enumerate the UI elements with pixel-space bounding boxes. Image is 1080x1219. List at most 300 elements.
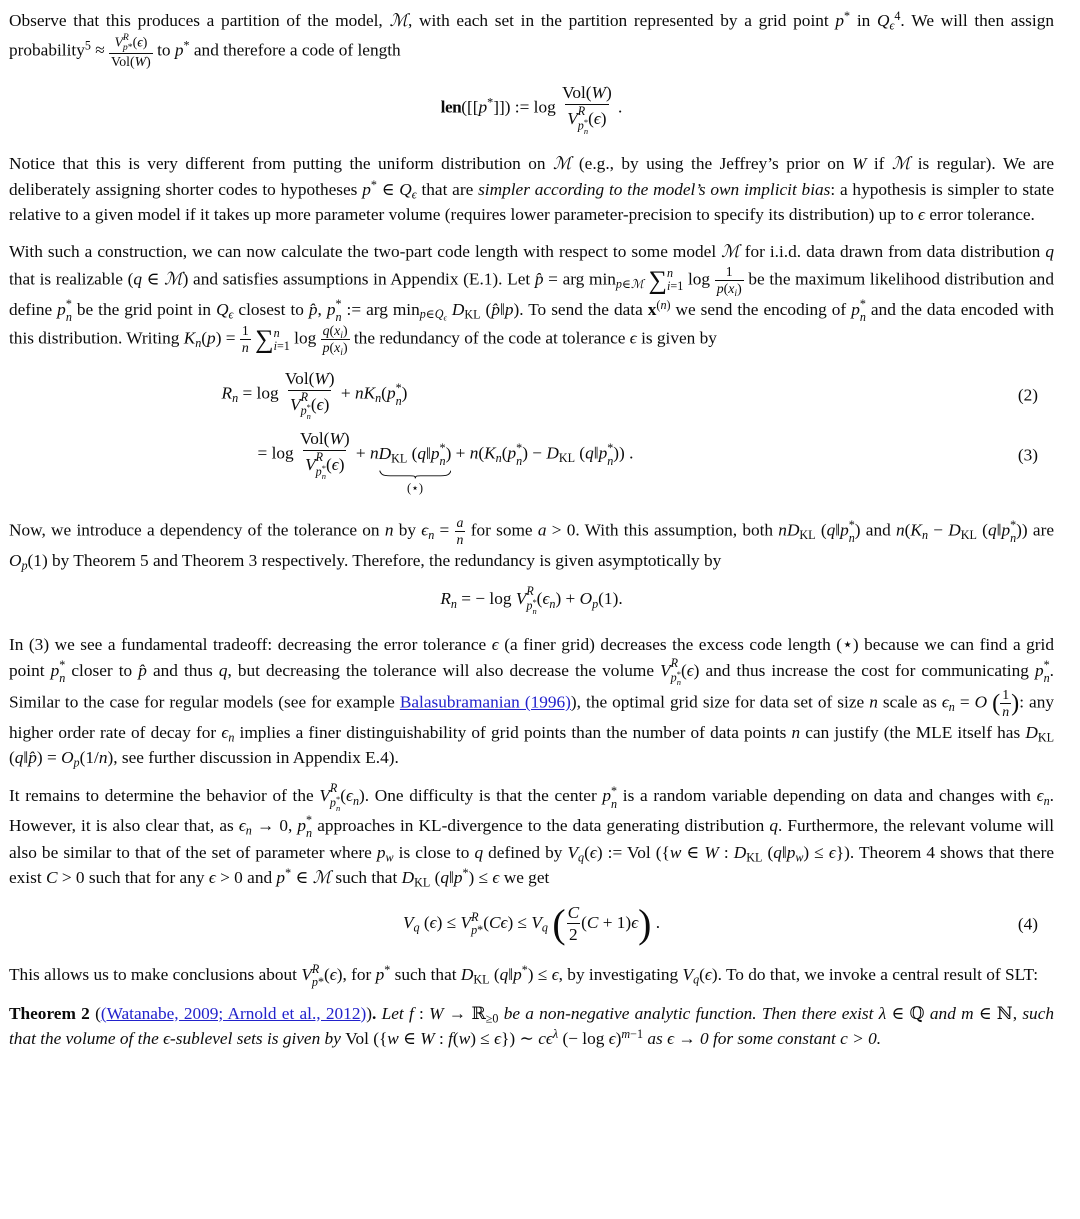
text-run: n — [428, 528, 435, 543]
text-run: W — [704, 842, 719, 862]
citation-link[interactable]: (Watanabe, 2009; Arnold et al., 2012) — [100, 1003, 367, 1023]
sup-sub-stack: * n — [335, 794, 341, 813]
text-run: ϵ — [316, 394, 324, 414]
text-run: i — [667, 279, 671, 294]
text-run: such that the volume of the — [9, 1003, 1055, 1048]
equation-number: (4) — [1017, 914, 1038, 934]
text-run: ℳ — [312, 867, 332, 887]
text-run: p — [73, 755, 80, 770]
text-run: O — [61, 748, 74, 768]
equation-group-2-3 — [9, 368, 1054, 495]
fraction: $\frac{1}{n}$ — [241, 323, 249, 356]
subscript — [428, 528, 434, 542]
equation-redundancy-asymptotic — [9, 585, 1054, 616]
text-run: W — [429, 1003, 444, 1023]
sup-sub-stack: * n — [516, 441, 523, 468]
text-run: ϵ — [629, 328, 637, 348]
text-run: V — [305, 455, 316, 475]
superscript: * — [370, 177, 377, 192]
text-run: n — [607, 453, 614, 468]
text-run: p — [207, 328, 216, 348]
sup-sub-stack: * n — [395, 380, 402, 408]
superscript: m−1 — [621, 1026, 644, 1041]
text-run: p — [513, 964, 522, 984]
text-run: p — [419, 307, 426, 322]
text-run: q — [413, 920, 420, 935]
text-run: a — [456, 515, 464, 531]
text-run: q — [585, 443, 594, 463]
text-run: a — [537, 520, 547, 540]
text-run: R — [311, 962, 320, 977]
text-run: ℳ — [553, 154, 572, 174]
text-run: R — [300, 389, 309, 404]
text-run: D — [460, 964, 474, 984]
text-run: n — [1043, 794, 1050, 809]
text-run: V — [682, 964, 694, 984]
text-run: q — [322, 323, 330, 339]
text-run: ℳ — [721, 241, 740, 261]
text-run: p — [50, 661, 60, 681]
text-run: x — [334, 323, 341, 339]
sup-sub-stack: * n — [848, 518, 855, 545]
text-run: O — [974, 692, 988, 712]
text-run: p — [592, 597, 599, 612]
text-run: ϵ — [631, 912, 639, 932]
text-run: D — [546, 443, 559, 463]
paragraph-tradeoff: In (3) we see a fundamental tradeoff: decreasing the error tolerance ϵ (a finer grid) decreases the excess code length (⋆) because we can find a grid point p * n closer to p̂ and thus q, but decreasing the tolerance will also decrease the volume V R p * n (ϵ) and thus increase the cost for communicating p * n . Similar to the case for regular models (see for example Balasubramanian (1996)), the optimal grid size for data set of size n scale as $\epsilon_n = O$ ( $\frac{1}{n}$ ): any higher order rate of decay for $\epsilon_n$ implies a finer distinguishability of grid points than the number of data points n can justify (the MLE itself has $D_{KL}$ (q‖p̂) = $O_p(1/n)$, see further discussion in Appendix E.4). — [9, 634, 1055, 770]
equation-number: (2) — [1017, 385, 1038, 405]
text-run: ϵ — [491, 634, 499, 654]
text-run: ϵ — [208, 867, 216, 887]
sup-sub-stack — [671, 657, 681, 688]
text-run: q — [499, 964, 509, 984]
subscript: KL — [473, 972, 490, 987]
text-run: n — [495, 451, 502, 466]
text-run: n — [667, 266, 674, 281]
subscript: KL — [414, 875, 431, 890]
text-run: p — [851, 299, 860, 319]
text-run: n — [306, 411, 311, 422]
text-run: p — [835, 11, 845, 30]
text-run: c — [538, 1028, 546, 1048]
sup-sub-stack: * n — [583, 116, 589, 136]
text-run: ϵ — [918, 204, 925, 224]
fraction: $\frac{q(x_i)}{p(x_i)}$ — [322, 323, 348, 359]
subscript — [375, 391, 381, 405]
text-run: ϵ — [228, 307, 234, 322]
text-run: ϵ — [1036, 786, 1044, 806]
equation-content: $V_q$ (ϵ) ≤ V R p* $(C\epsilon) \le V_q$ ( $\frac{C}{2}$ (C + 1)ϵ) . — [402, 901, 661, 946]
text-run: n — [450, 597, 457, 612]
text-run: p — [322, 340, 330, 356]
text-run: i — [340, 347, 343, 359]
text-run: x — [647, 299, 657, 319]
text-run: p — [598, 443, 608, 463]
text-run: q — [578, 850, 585, 865]
text-run: Q — [216, 299, 229, 319]
text-run: D — [378, 443, 392, 463]
text-run: K — [484, 443, 496, 463]
text-run: p — [577, 118, 584, 133]
text-run: q — [826, 520, 836, 540]
text-run: D — [786, 520, 800, 540]
sup-sub-stack — [301, 391, 311, 422]
text-run: n — [516, 453, 523, 468]
text-run: p — [602, 786, 612, 806]
text-run: ℳ — [630, 276, 644, 291]
sup-sub-stack: * n — [65, 296, 72, 324]
subscript: KL — [960, 528, 977, 543]
text-run: q — [987, 520, 997, 540]
text-run: n — [611, 796, 618, 811]
text-run: ϵ — [589, 842, 597, 862]
text-run: p — [504, 299, 514, 319]
big-paren: ( — [552, 901, 566, 946]
text-run: p — [276, 867, 286, 887]
superscript: 5 — [84, 38, 91, 53]
equation-content: $R_n$ = − log V R p * n $(\epsilon_n) + O_p(1)$. — [440, 584, 623, 616]
subscript — [195, 336, 201, 350]
text-run: C — [488, 912, 501, 932]
subscript — [412, 187, 417, 201]
underbrace-content: $D_{KL}$ (q‖p * n ) — [378, 441, 452, 468]
subscript — [734, 288, 737, 299]
subscript — [693, 973, 699, 987]
superscript: * — [521, 962, 528, 977]
text-run: n — [335, 309, 342, 324]
text-run: D — [401, 867, 415, 887]
text-run: ϵ — [686, 661, 694, 681]
text-run: i — [734, 287, 738, 299]
text-run: Q — [399, 179, 412, 199]
text-run: ϵ — [828, 842, 836, 862]
text-run: i — [340, 330, 343, 342]
subscript: p∈Qϵ — [419, 307, 447, 323]
text-run: n — [1010, 530, 1017, 545]
text-run: n — [549, 597, 556, 612]
big-paren: ) — [1011, 689, 1020, 717]
text-run: C — [567, 902, 580, 922]
sup-sub-stack: * n — [439, 441, 446, 468]
sup-sub-stack: * n — [859, 296, 866, 324]
superscript: * — [487, 95, 494, 110]
fraction — [455, 515, 466, 548]
sup-sub-stack: * n — [306, 813, 313, 840]
text-run: V — [301, 964, 312, 984]
paragraph-observe: Observe that this produces a partition of the model, ℳ, with each set in the partition represented by a grid point p* in $Q_\epsilon^4$. We will then assign probability$^5$ ≈ V R p* (ϵ) Vol(W) to p* and therefore a code of length — [9, 8, 1054, 70]
sup-sub-stack — [526, 585, 536, 616]
fraction: $\frac{1}{n}$ — [1002, 687, 1010, 720]
text-run: . — [371, 1003, 377, 1023]
equation-2 — [9, 368, 1054, 421]
subscript — [542, 920, 548, 934]
subscript — [1044, 794, 1050, 808]
sup-sub-stack: * n — [306, 402, 311, 422]
subscript — [578, 850, 584, 864]
subscript — [386, 850, 394, 864]
text-run: V — [460, 912, 472, 932]
text-run: ϵ — [667, 1028, 675, 1048]
text-run: n — [98, 748, 108, 768]
sup-sub-stack: * n — [611, 783, 618, 811]
subscript — [949, 700, 955, 714]
text-run: m — [961, 1003, 974, 1023]
sup-sub-stack: * n — [1010, 518, 1017, 545]
text-run: R — [526, 584, 534, 599]
paragraph-tolerance: Now, we introduce a dependency of the tolerance on n by $\epsilon_n$ = $\frac{a}{n}$ for some a > 0. With this assumption, both $nD_{KL}$ (q‖p * n ) and $n(K_n - D_{KL}$ (q‖p * n )) are $O_p(1)$ by Theorem 5 and Theorem 3 respectively. Therefore, the redundancy is given asymptotically by — [9, 515, 1055, 573]
subscript — [21, 559, 27, 573]
text-run: and — [929, 1003, 962, 1023]
subscript — [246, 823, 252, 837]
text-run: p — [362, 179, 371, 199]
text-run: x — [728, 280, 735, 296]
paragraph-conclusions: This allows us to make conclusions about V R p* (ϵ), for p* such that $D_{KL}$ (q‖p*) ≤ ϵ, by investigating $V_q(\epsilon)$. To do that, we invoke a central result of SLT: — [9, 962, 1039, 989]
underbrace — [378, 441, 452, 495]
text-run: ϵ — [551, 964, 559, 984]
text-run: p — [376, 842, 386, 862]
text-run: n — [456, 532, 464, 548]
subscript: p∈ℳ — [615, 276, 644, 291]
text-run: W — [591, 83, 606, 103]
text-run: p̂ — [138, 661, 147, 681]
text-run: R — [577, 103, 586, 118]
big-paren: ( — [992, 689, 1001, 717]
text-run: p — [386, 383, 396, 403]
sup-sub-stack: R p* — [122, 32, 133, 54]
text-run: q — [474, 842, 484, 862]
text-run: p — [453, 867, 463, 887]
text-run: ∑ — [255, 324, 274, 354]
equation-content: = log Vol(W) V R p * n (ϵ) + $nD_{KL}$ (q‖p * n ) (⋆) + $n(K_n(p$ * n ) − $D_{KL}$ (q‖p * n )) . — [222, 428, 842, 481]
superscript: * — [183, 38, 190, 53]
text-run: w — [795, 850, 804, 865]
subscript: KL — [558, 451, 575, 466]
subscript — [229, 307, 234, 321]
text-run: p — [716, 280, 724, 296]
text-run: R — [122, 32, 129, 44]
equation-code-length — [9, 82, 1054, 135]
text-run: K — [183, 328, 196, 348]
citation-link[interactable]: Balasubramanian (1996) — [399, 692, 571, 712]
sup-sub-stack — [316, 451, 326, 482]
text-run: ϵ — [331, 455, 339, 475]
text-run: V — [660, 661, 671, 681]
sup-sub-stack: * n — [607, 441, 614, 468]
text-run: ϵ — [329, 964, 337, 984]
text-run: p — [329, 795, 336, 810]
text-run: p — [300, 404, 307, 419]
equation-content: $R_n = \log$ Vol(W) V R p * n (ϵ) + $nK_n(p$ * n ) — [221, 369, 408, 422]
text-run: O — [9, 551, 22, 571]
text-run: n — [395, 393, 402, 408]
text-run: simpler according to the model’s own implicit bias — [478, 179, 831, 199]
text-run: f — [448, 1028, 453, 1048]
subscript — [353, 794, 359, 808]
fraction: Vol(W) V R p * n (ϵ) — [299, 429, 350, 482]
subscript — [795, 850, 803, 864]
sup-sub-stack: n i=1 — [667, 266, 684, 294]
text-run: n — [195, 336, 202, 351]
text-run: c — [840, 1028, 848, 1048]
fraction: Vol(W) V R p * n (ϵ) — [284, 369, 335, 422]
text-run: n — [848, 530, 855, 545]
text-run: R — [471, 910, 479, 925]
text-run: p̂ — [534, 269, 544, 289]
subscript — [922, 528, 928, 542]
text-run: w — [669, 842, 682, 862]
text-run: n — [676, 677, 681, 688]
text-run: n — [896, 520, 905, 540]
text-run: C — [45, 867, 58, 887]
text-run: p — [840, 520, 849, 540]
text-run: n — [245, 823, 252, 838]
text-run: ϵ — [137, 34, 143, 50]
text-run: ϵ — [889, 18, 895, 33]
text-run: Q — [876, 11, 890, 30]
text-run: p — [57, 299, 66, 319]
sup-sub-stack: * n — [335, 296, 342, 324]
superscript — [553, 1027, 558, 1041]
text-run: R — [670, 655, 679, 670]
text-run: → 0 — [674, 1028, 713, 1048]
text-run: i — [273, 338, 277, 353]
text-run: n — [228, 730, 235, 745]
subscript — [414, 920, 420, 934]
text-run: n — [859, 309, 866, 324]
text-run: p — [375, 964, 385, 984]
text-run: x — [334, 340, 341, 356]
text-run: ϵ — [421, 520, 429, 540]
text-run: n — [232, 391, 239, 406]
text-run: V — [567, 109, 578, 129]
text-run: q — [773, 842, 782, 862]
paragraph-construction: With such a construction, we can now calculate the two-part code length with respect to some model ℳ for i.i.d. data drawn from data distribution q that is realizable (q ∈ ℳ) and satisfies assumptions in Appendix (E.1). Let p̂ = arg $\min_{p\in ℳ}$ ∑ n i=1 log $\frac{1}{p(x_i)}$ be the maximum likelihood distribution and define p * n be the grid point in $Q_\epsilon$ closest to p̂, p * n := arg $\min_{p\in Q_\epsilon} D_{KL}$ (p̂‖p). To send the data $x^{(n)}$ we send the encoding of p * n and the data encoded with this distribution. Writing $K_n(p)$ = $\frac{1}{n}$ ∑ n i=1 log $\frac{q(x_i)}{p(x_i)}$ the redundancy of the code at tolerance ϵ is given by — [9, 241, 1055, 359]
text-run: V — [114, 34, 123, 50]
subscript — [444, 313, 447, 323]
superscript: * — [844, 8, 851, 23]
text-run: n — [65, 309, 72, 324]
sup-sub-stack: * n — [676, 668, 681, 688]
text-run: D — [733, 842, 747, 862]
text-run: n — [948, 700, 955, 715]
text-run: n — [384, 520, 394, 540]
text-run: n — [370, 443, 379, 463]
text-run: ℳ — [891, 154, 911, 174]
text-run: p̂ — [491, 299, 500, 319]
text-run: w — [385, 850, 394, 865]
text-run: D — [948, 520, 961, 540]
text-run: R — [315, 449, 324, 464]
text-run: n — [306, 825, 313, 840]
subscript: KL — [1037, 730, 1054, 745]
text-run: p — [326, 299, 336, 319]
sup-sub-stack: * n — [1043, 658, 1050, 686]
text-run: C — [586, 912, 599, 932]
subscript: KL — [799, 528, 816, 543]
text-run: ϵ — [593, 109, 601, 129]
text-run: n — [375, 391, 382, 406]
text-run: q — [133, 269, 142, 289]
text-run: p — [21, 558, 28, 573]
text-run: q — [218, 661, 228, 681]
subscript — [74, 756, 80, 770]
paragraph-notice: Notice that this is very different from putting the uniform distribution on ℳ (e.g., by using the Jeffrey’s prior on W if ℳ is regular). We are deliberately assigning shorter codes to hypotheses p* ∈ $Q_\epsilon$ that are simpler according to the model’s own implicit bias: a hypothesis is simpler to state relative to a given model if it takes up more parameter volume (requires lower parameter-precision to specify its distribution) up to ϵ error tolerance. — [9, 154, 1055, 224]
superscript: * — [462, 865, 469, 880]
text-run: ϵ — [704, 964, 712, 984]
text-run: > 0. — [847, 1028, 882, 1048]
text-run: V — [402, 912, 414, 932]
text-run: q — [693, 972, 700, 987]
superscript: 4 — [894, 8, 901, 23]
text-run: λ — [878, 1003, 887, 1023]
underbrace-label: (⋆) — [406, 480, 424, 495]
text-run: n — [439, 453, 446, 468]
text-run: n — [583, 125, 589, 136]
text-run: p — [670, 670, 677, 685]
text-run: V — [567, 842, 579, 862]
text-run: p — [311, 975, 318, 989]
text-run: be a non-negative analytic function. Then there exist — [503, 1003, 879, 1023]
subscript: KL — [391, 451, 408, 466]
text-run: O — [579, 589, 593, 609]
paragraph-behavior: It remains to determine the behavior of the V R p * n $(\epsilon_n)$. One difficulty is that the center p * n is a random variable depending on data and changes with $\epsilon_n$. However, it is also clear that, as $\epsilon_n \to 0$, p * n approaches in KL-divergence to the data generating distribution q. Furthermore, the relevant volume will also be similar to that of the set of parameter where $p_w$ is close to q defined by $V_q(\epsilon)$ := Vol ({w ∈ W : $D_{KL}$ $(q‖p_w) \le \epsilon$}). Theorem 4 shows that there exist C > 0 such that for any ϵ > 0 and p* ∈ ℳ such that $D_{KL}$ (q‖p*) ≤ ϵ we get — [9, 781, 1055, 890]
text-run: W — [420, 1028, 435, 1048]
text-run: -sublevel sets is given by — [170, 1028, 346, 1048]
equation-content: len([[p*]]) := log Vol(W) V R p * n (ϵ) . — [440, 83, 623, 136]
subscript — [340, 347, 343, 358]
big-paren: ) — [638, 901, 652, 946]
text-run: ℳ — [164, 269, 183, 289]
fraction: $\frac{C}{2}$ — [567, 902, 580, 945]
subscript — [232, 391, 238, 405]
text-run: K — [910, 520, 922, 540]
text-run: p̂ — [308, 299, 318, 319]
sup-sub-stack: R p* — [471, 910, 484, 937]
text-run: n — [321, 471, 326, 482]
sup-sub-stack: R p* — [311, 962, 324, 989]
sup-sub-stack — [330, 782, 340, 813]
text-run: ϵ — [238, 815, 246, 835]
text-run: w — [458, 1028, 471, 1048]
text-run: n — [791, 723, 801, 743]
text-run: W — [134, 54, 147, 70]
text-run: V — [290, 394, 301, 414]
subscript — [228, 731, 234, 745]
text-run: ϵ — [494, 1028, 502, 1048]
text-run: n — [1002, 704, 1010, 720]
text-run: n — [273, 326, 280, 341]
text-run: n — [335, 802, 341, 813]
text-run: D — [451, 299, 465, 319]
text-run: ϵ — [608, 1028, 616, 1048]
text-run: m — [621, 1026, 631, 1041]
text-run: R — [329, 781, 338, 796]
text-run: R — [440, 589, 451, 609]
text-run: p — [174, 40, 184, 60]
text-run: p — [315, 464, 322, 479]
fraction: $\frac{1}{p(x_i)}$ — [716, 263, 742, 299]
text-run: q — [440, 867, 449, 887]
subscript: ≥0 — [485, 1011, 499, 1026]
superscript: (n) — [656, 297, 671, 312]
subscript — [496, 451, 502, 465]
text-run: λ — [552, 1026, 559, 1041]
text-run: ϵ — [345, 786, 353, 806]
text-run: w — [387, 1028, 399, 1048]
text-run: q — [1045, 241, 1055, 261]
text-run: ϵ — [163, 1028, 171, 1048]
fraction: Vol(W) V R p * n (ϵ) — [562, 83, 612, 136]
